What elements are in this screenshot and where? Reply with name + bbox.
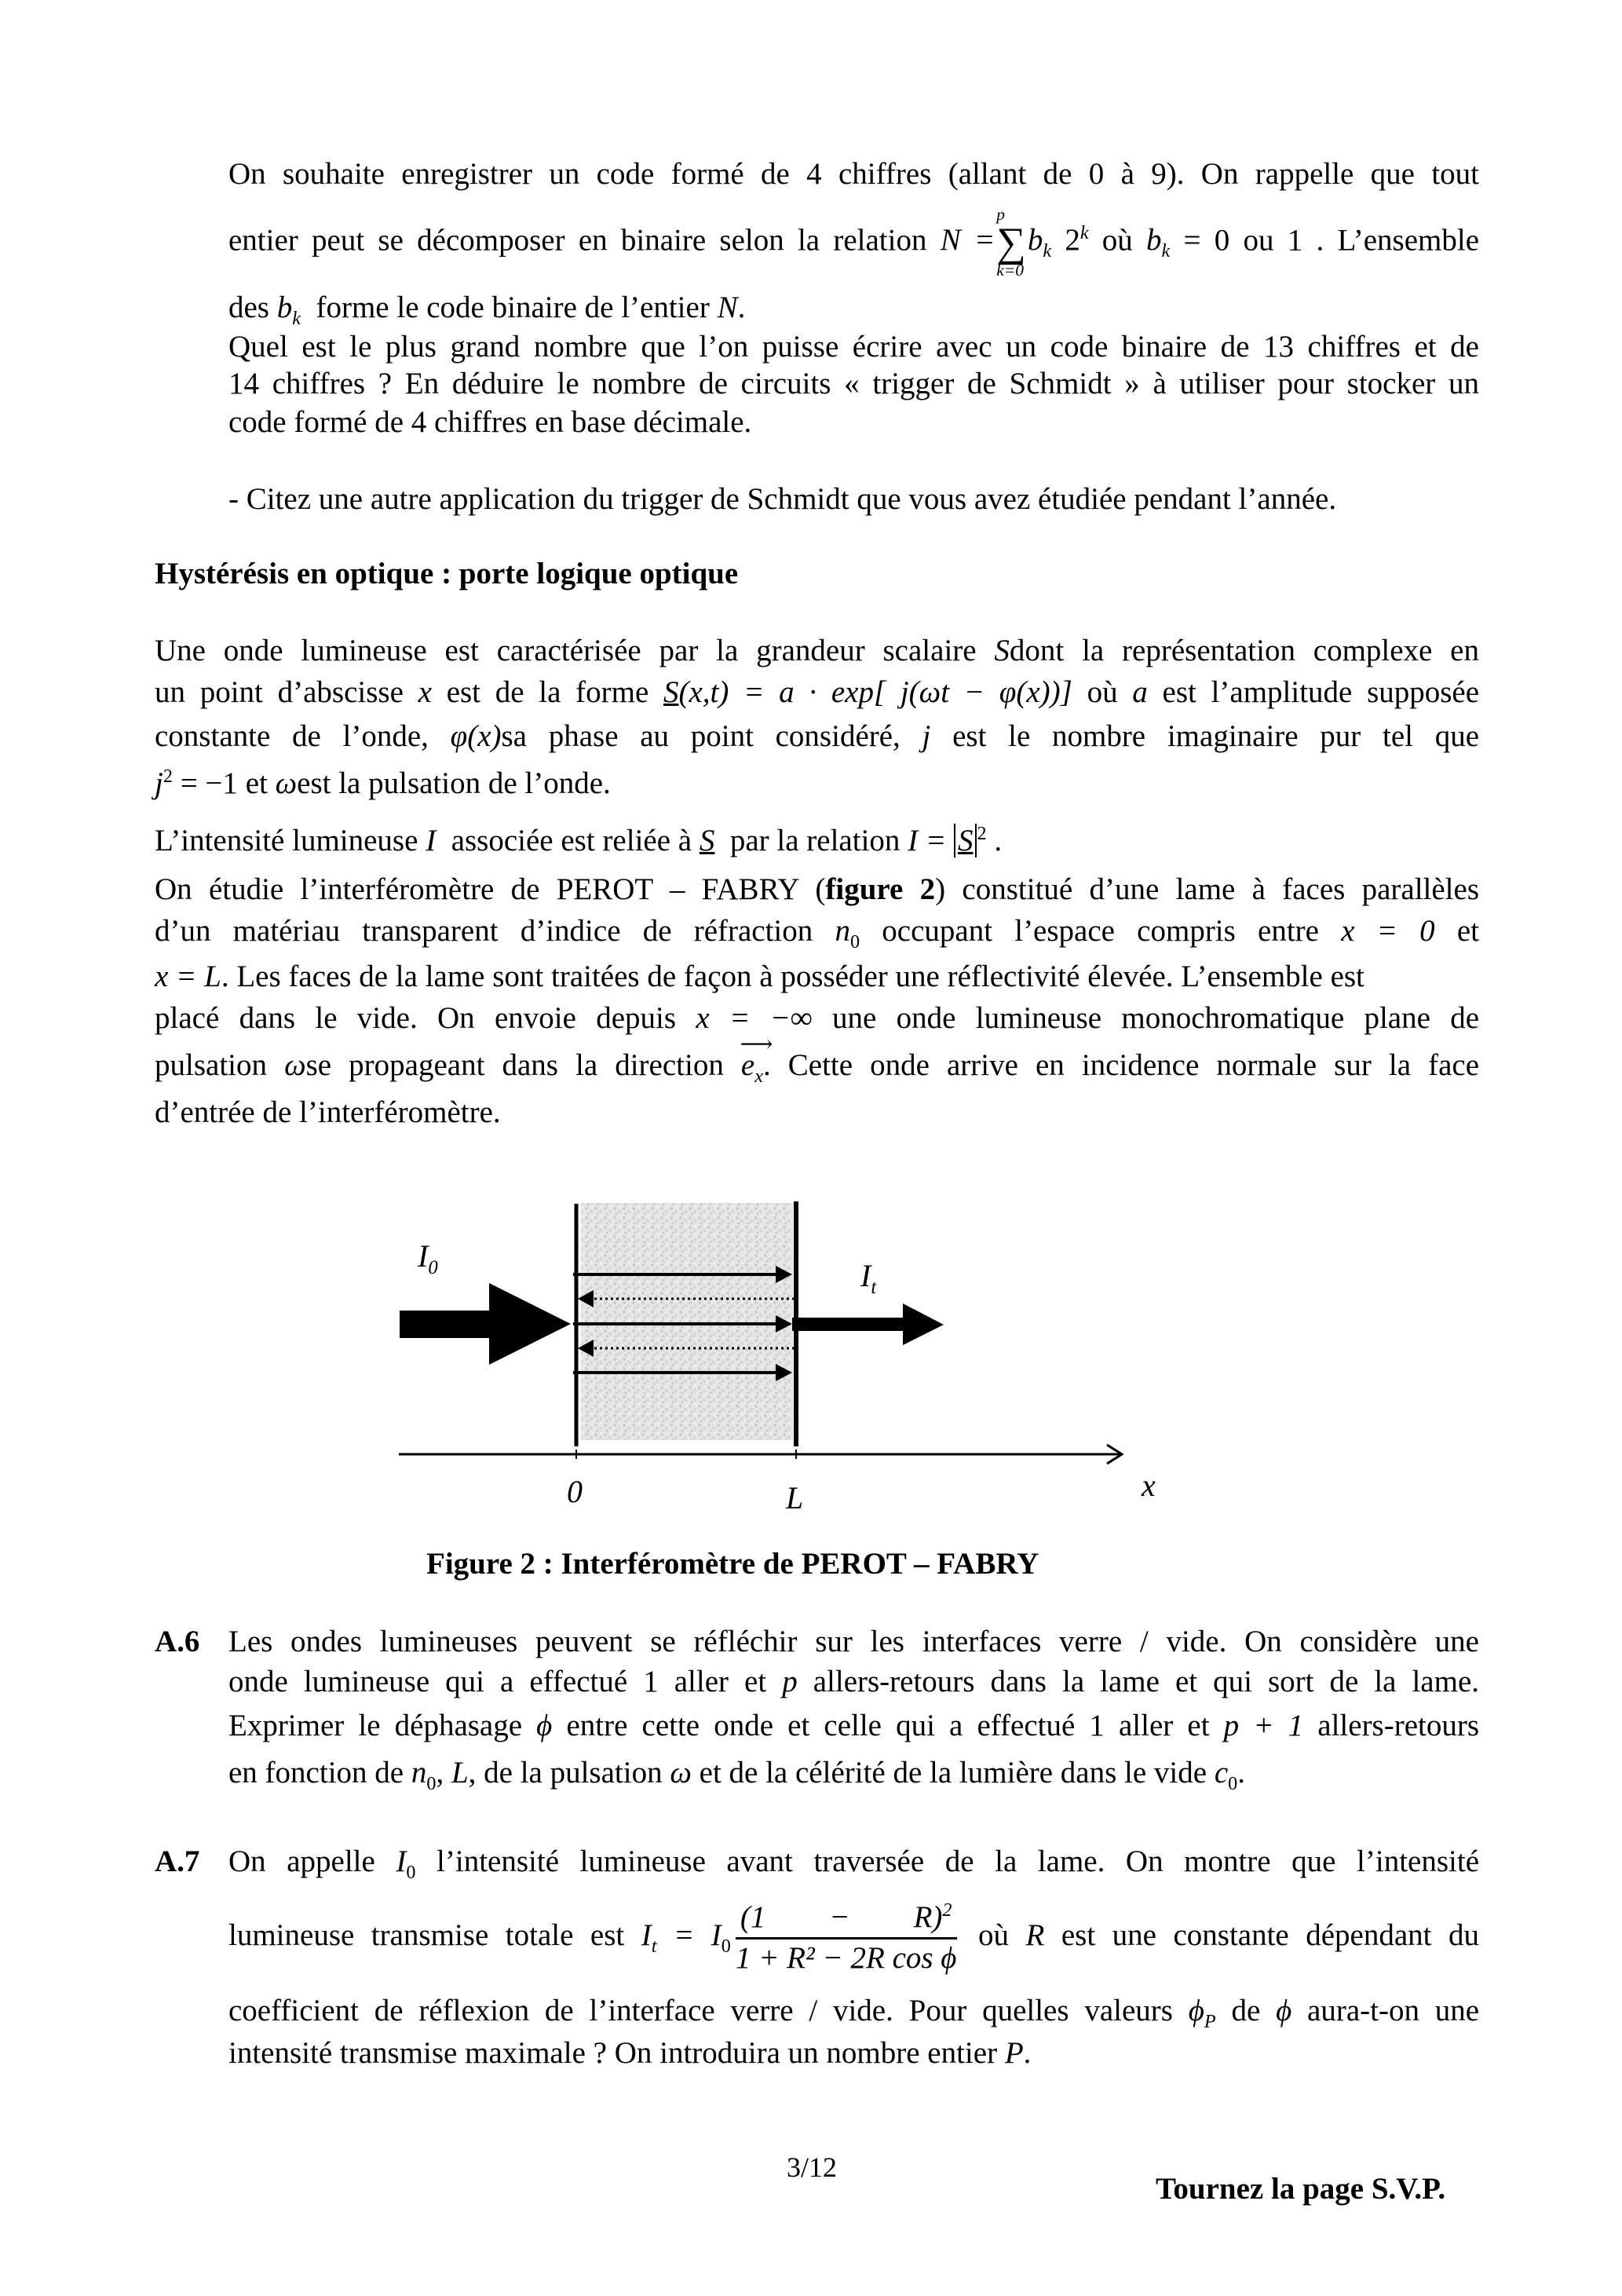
var-I: I: [396, 1844, 407, 1878]
intro-bullet: - Citez une autre application du trigger de Schmidt que vous avez étudiée pendant l’année.: [228, 482, 1337, 516]
period: .: [1237, 1756, 1245, 1790]
bk-b: b: [276, 291, 293, 324]
text: et: [245, 766, 268, 800]
comma: ,: [436, 1756, 444, 1790]
text: des: [228, 291, 269, 324]
text: entre cette onde et celle qui a effectué 1 aller et: [566, 1709, 1210, 1742]
text: aura-t-on une: [1307, 1994, 1480, 2027]
sub: t: [651, 1935, 657, 1957]
sum-lower: k=0: [996, 260, 1024, 280]
complex-S: S: [957, 824, 974, 857]
a7-line-4: [228, 2038, 1031, 2068]
text: où: [1087, 675, 1118, 709]
sub: x: [754, 1065, 763, 1087]
text: sa phase au point considéré,: [501, 719, 901, 753]
exp: 2: [977, 823, 987, 844]
page-number: 3/12: [787, 2152, 838, 2183]
figure-caption: Figure 2 : Interféromètre de PEROT – FABRY: [426, 1547, 1039, 1581]
text: l’intensité lumineuse avant traversée de la lame. On montre que l’intensité: [437, 1844, 1479, 1878]
intro-line-6: code formé de 4 chiffres en base décimale.: [228, 405, 752, 439]
var-a: a: [1132, 675, 1148, 709]
a7-line-1: [228, 1844, 1479, 1883]
text: allers-retours dans la lame et qui sort de la lame.: [813, 1665, 1480, 1698]
var-I: I =: [908, 824, 947, 857]
a6-line-4: [228, 1756, 1245, 1794]
text: On étudie l’interféromètre de PEROT – FABRY (: [155, 872, 826, 906]
text: est le nombre imaginaire pur tel que: [952, 719, 1480, 753]
num-text: (1 − R): [740, 1899, 943, 1934]
text: est la pulsation de l’onde.: [297, 766, 611, 800]
complex-S: S: [663, 675, 679, 709]
text: est l’amplitude supposée: [1162, 675, 1480, 709]
tick-label-0: 0: [567, 1474, 583, 1509]
a6-line-2: [228, 1666, 1479, 1697]
bk-b: b: [1146, 223, 1162, 258]
sub: 0: [426, 1772, 437, 1794]
sub: 0: [849, 930, 860, 952]
formula-b-sub: k: [1043, 240, 1052, 262]
text: pulsation: [155, 1048, 267, 1082]
text: se propageant dans la direction: [305, 1048, 724, 1082]
text: d’un matériau transparent d’indice de réfraction: [155, 914, 813, 948]
text: et de la célérité de la lumière dans le vide: [699, 1756, 1207, 1790]
text: , de la pulsation: [468, 1756, 663, 1790]
section-heading: Hystérésis en optique : porte logique optique: [155, 557, 739, 590]
text: dont la représentation complexe en: [1009, 634, 1479, 667]
text: par la relation: [729, 824, 901, 857]
text: où: [978, 1918, 1009, 1952]
text: onde lumineuse qui a effectué 1 aller et: [228, 1665, 767, 1698]
sum-upper: p: [996, 205, 1006, 224]
var-n: n: [411, 1756, 427, 1790]
formula-N: N =: [940, 223, 995, 258]
text: est une constante dépendant du: [1061, 1918, 1479, 1952]
sub: 0: [1228, 1772, 1238, 1794]
exp: 2: [163, 766, 173, 787]
a7-line-2: [228, 1892, 1479, 1979]
intro-line-1: On souhaite enregistrer un code formé de 4 chiffres (allant de 0 à 9). On rappelle que tout: [228, 157, 1479, 191]
label-incident-intensity: [418, 1238, 438, 1278]
axis-label-x: x: [1142, 1468, 1156, 1503]
text: de: [1231, 1994, 1261, 2027]
bk-sub: k: [1161, 240, 1171, 262]
var-phi: ϕ: [536, 1709, 553, 1742]
var-phi: φ(x): [450, 719, 502, 753]
text: coefficient de réflexion de l’interface verre / vide. Pour quelles valeurs: [228, 1994, 1173, 2027]
numerator: [736, 1900, 957, 1940]
incident-beam-arrow: [400, 1283, 571, 1365]
text: On appelle: [228, 1844, 375, 1878]
label-I: I: [418, 1238, 429, 1274]
formula-exp: k: [1080, 222, 1089, 244]
var-I: I: [641, 1918, 652, 1952]
var-L: L: [451, 1756, 469, 1790]
text: constante de l’onde,: [155, 719, 429, 753]
var-omega: ω: [275, 766, 298, 800]
formula-rest: (x,t) = a · exp[ j(ωt − φ(x))]: [678, 675, 1072, 709]
var-omega: ω: [284, 1048, 306, 1082]
label-transmitted-intensity: [860, 1258, 877, 1298]
vec-e: e: [740, 1048, 755, 1082]
text: . Les faces de la lame sont traitées de façon à posséder une réflectivité élevée. L’ensemble est: [221, 960, 1364, 993]
a7-line-3: [228, 1994, 1480, 2032]
label-I: I: [860, 1258, 871, 1293]
period: .: [1023, 2036, 1032, 2070]
sub: 0: [406, 1861, 416, 1883]
complex-S: S: [699, 824, 715, 857]
text: Exprimer le déphasage: [228, 1709, 523, 1742]
sub: P: [1204, 2010, 1216, 2032]
tick-label-L: L: [786, 1480, 804, 1515]
text: . Cette onde arrive en incidence normale sur la face: [762, 1048, 1479, 1082]
var-S: S: [994, 634, 1010, 667]
text-ou: où: [1101, 223, 1133, 258]
transmitted-beam-arrow: [792, 1303, 944, 1345]
eq-I0: = I: [673, 1918, 721, 1952]
text: L’intensité lumineuse: [155, 824, 418, 857]
var-n: n: [835, 914, 850, 948]
text: associée est reliée à: [451, 824, 692, 857]
figure-reference: figure 2: [825, 872, 936, 906]
period: .: [737, 291, 746, 324]
var-j: j: [155, 766, 163, 800]
glass-slab: [581, 1203, 793, 1440]
denominator: 1 + R² − 2R cos ϕ: [735, 1940, 957, 1975]
intro-line-4: Quel est le plus grand nombre que l’on puisse écrire avec un code binaire de 13 chiffres et de: [228, 330, 1479, 364]
fraction: [736, 1900, 957, 1976]
equation: x = −∞: [696, 1001, 813, 1035]
transmission-formula: [641, 1899, 962, 1975]
text: Une onde lumineuse est caractérisée par la grandeur scalaire: [155, 634, 977, 667]
exp: 2: [942, 1899, 952, 1921]
equation: x = 0: [1341, 914, 1435, 948]
var-I: I: [426, 824, 437, 857]
var-x: x: [418, 675, 432, 709]
text: occupant l’espace compris entre: [882, 914, 1319, 948]
text: une onde lumineuse monochromatique plane de: [832, 1001, 1480, 1035]
text: est de la forme: [446, 675, 649, 709]
optics-line-11: d’entrée de l’interféromètre.: [155, 1095, 501, 1129]
var-p-plus-1: p + 1: [1223, 1709, 1304, 1742]
a6-line-3: [228, 1710, 1479, 1741]
var-P: P: [1004, 2036, 1024, 2070]
question-label-a7: A.7: [155, 1844, 200, 1878]
sigma-icon: ∑: [996, 219, 1026, 265]
intro-line-5: 14 chiffres ? En déduire le nombre de circuits « trigger de Schmidt » à utiliser pour stocker un: [228, 367, 1479, 400]
label-sub: t: [871, 1277, 877, 1298]
text: en fonction de: [228, 1756, 404, 1790]
text: lumineuse transmise totale est: [228, 1918, 625, 1952]
a6-line-1: Les ondes lumineuses peuvent se réfléchir sur les interfaces verre / vide. On considère une: [228, 1625, 1479, 1658]
equation: x = L: [155, 960, 221, 993]
text: ) constitué d’une lame à faces parallèles: [935, 872, 1480, 906]
var-p: p: [782, 1665, 798, 1698]
text: intensité transmise maximale ? On introduira un nombre entier: [228, 2036, 998, 2070]
sub: 0: [721, 1935, 731, 1957]
text: et: [1456, 914, 1480, 948]
text: allers-retours: [1317, 1709, 1480, 1742]
text: = −1: [180, 766, 238, 800]
text: forme le code binaire de l’entier: [316, 291, 710, 324]
var-R: R: [1025, 1918, 1045, 1952]
formula-base: 2: [1065, 223, 1080, 258]
question-label-a6: A.6: [155, 1625, 200, 1658]
intro-line-2-text: entier peut se décomposer en binaire selon la relation: [228, 223, 927, 258]
turn-page-note: Tournez la page S.V.P.: [1156, 2172, 1446, 2206]
var-c: c: [1214, 1756, 1229, 1790]
intro-line-2-end: = 0 ou 1 . L’ensemble: [1183, 223, 1480, 258]
text: un point d’abscisse: [155, 675, 404, 709]
bk-sub: k: [292, 307, 301, 329]
text: placé dans le vide. On envoie depuis: [155, 1001, 677, 1035]
var-omega: ω: [670, 1756, 692, 1790]
period: .: [994, 824, 1003, 857]
var-N: N: [717, 291, 738, 324]
var-j: j: [922, 719, 931, 753]
var-phi: ϕ: [1188, 1994, 1204, 2027]
formula-b: b: [1027, 223, 1043, 258]
var-phi: ϕ: [1276, 1994, 1292, 2027]
label-sub: 0: [428, 1257, 438, 1278]
